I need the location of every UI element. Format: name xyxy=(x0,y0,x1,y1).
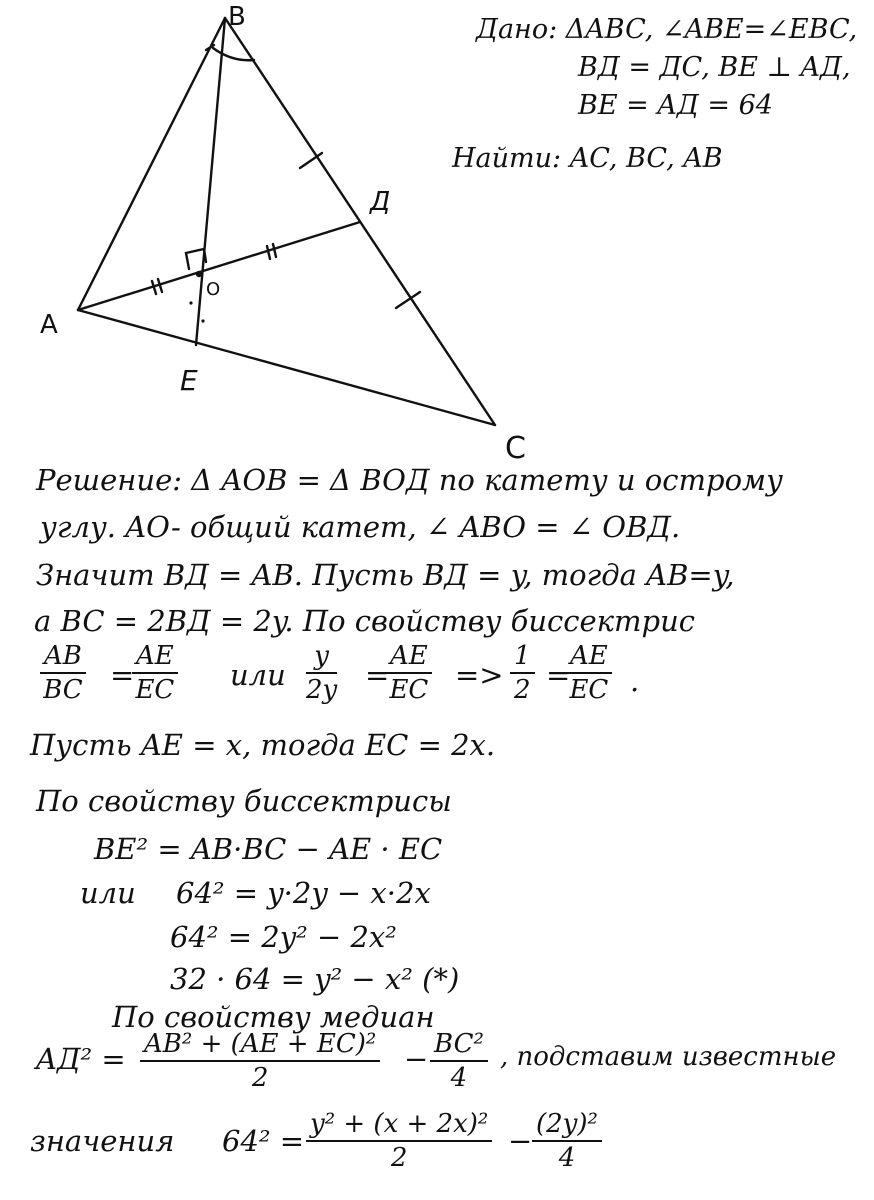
implies-arrow: => xyxy=(455,658,504,692)
equals-1: = xyxy=(110,658,135,692)
solution-line-8: 64² = y·2y − x·2x xyxy=(176,876,431,910)
subst-minus: − xyxy=(508,1124,533,1158)
fraction-1-2: $\frac{1}{2}$ xyxy=(510,640,535,706)
given-line-3: BE = AД = 64 xyxy=(578,90,773,121)
tick-od-1 xyxy=(267,246,270,259)
fraction-ab-bc: $\frac{AB}{BC}$ xyxy=(40,640,86,706)
dot-mark-2 xyxy=(201,319,204,322)
solution-line-7: BE² = AB·BC − AE · EC xyxy=(94,832,443,866)
solution-line-1: Решение: Δ AOB = Δ BOД по катету и острому xyxy=(36,463,783,497)
fraction-median-main: $\frac{\text{AB² + (AE + EC)²}}{2}$ xyxy=(140,1028,380,1094)
median-lhs: AД² = xyxy=(36,1042,126,1076)
label-d: Д xyxy=(370,187,391,217)
label-o: O xyxy=(206,279,221,300)
fraction-bc-squared: $\frac{\text{BC²}}{4}$ xyxy=(430,1028,488,1094)
solution-line-4: a BC = 2BД = 2y. По свойству биссектрис xyxy=(34,604,695,638)
dot-mark-1 xyxy=(189,301,192,304)
label-a: A xyxy=(40,310,58,340)
word-ili-1: или xyxy=(230,658,286,692)
fraction-y-2y: $\frac{y}{2y}$ xyxy=(306,641,338,705)
label-b: B xyxy=(228,2,246,32)
word-ili-2: или xyxy=(80,876,136,910)
period: . xyxy=(630,664,640,698)
fraction-ae-ec-2: $\frac{AE}{EC}$ xyxy=(386,640,432,706)
word-znacheniya: значения xyxy=(30,1124,175,1158)
side-ac xyxy=(78,310,495,425)
median-tail: , подставим известные xyxy=(500,1042,837,1072)
solution-line-5: Пусть AE = x, тогда EC = 2x. xyxy=(30,728,496,762)
fraction-2y-squared: $\frac{\text{(2y)²}}{4}$ xyxy=(532,1108,602,1174)
fraction-subst-main: $\frac{\text{y² + (x + 2x)²}}{2}$ xyxy=(306,1108,492,1174)
tick-od-2 xyxy=(273,244,276,257)
label-e: Е xyxy=(180,364,198,397)
find-line: Найти: AC, BC, AB xyxy=(452,143,723,174)
fraction-ae-ec-1: $\frac{AE}{EC}$ xyxy=(132,640,178,706)
equals-2: = xyxy=(365,658,390,692)
solution-line-9: 64² = 2y² − 2x² xyxy=(170,920,397,954)
fraction-ae-ec-3: $\frac{AE}{EC}$ xyxy=(566,640,612,706)
point-o xyxy=(196,271,202,277)
equals-3: = xyxy=(546,658,571,692)
solution-line-11: По свойству медиан xyxy=(112,1000,435,1034)
given-line-1: Дано: ΔABC, ∠ABE=∠EBC, xyxy=(476,14,858,45)
given-line-2: BД = ДC, BE ⊥ AД, xyxy=(578,52,851,83)
solution-line-3: Значит BД = AB. Пусть BД = y, тогда AB=y, xyxy=(36,558,735,592)
median-minus: − xyxy=(404,1042,429,1076)
subst-lhs: 64² = xyxy=(222,1124,305,1158)
solution-line-10: 32 · 64 = y² − x² (*) xyxy=(170,962,460,996)
solution-line-2: углу. AO- общий катет, ∠ ABO = ∠ OBД. xyxy=(40,510,681,544)
label-c: C xyxy=(505,431,526,466)
solution-line-6: По свойству биссектрисы xyxy=(36,784,452,818)
